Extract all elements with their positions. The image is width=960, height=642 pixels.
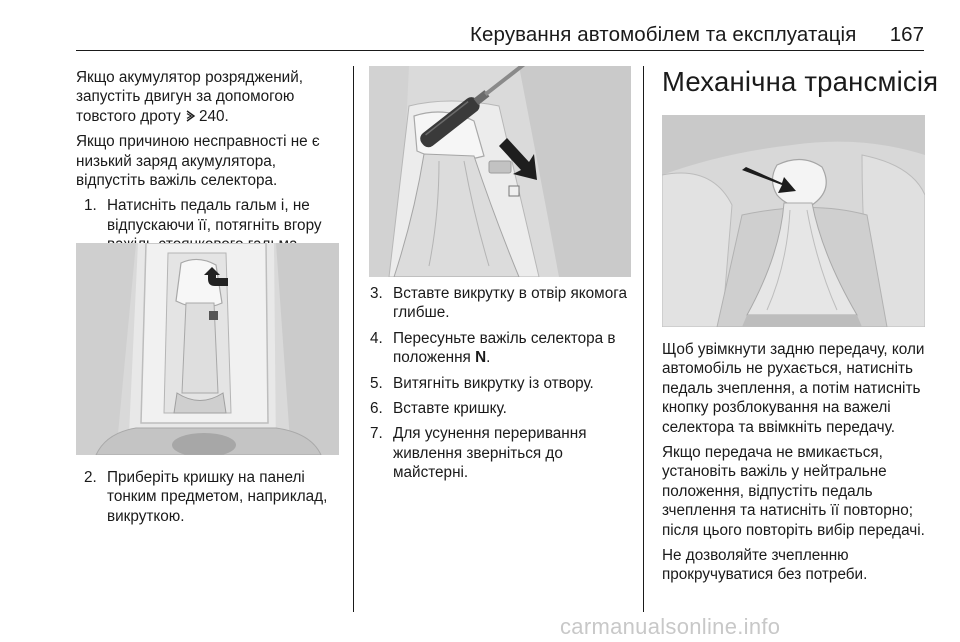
watermark: carmanualsonline.info — [560, 614, 781, 639]
figure-selector-lever — [76, 243, 339, 455]
step-number: 3. — [370, 285, 383, 302]
list-item — [370, 374, 634, 393]
header-title: Керування автомобілем та експлуатація — [470, 23, 857, 46]
screwdriver-illustration — [369, 66, 631, 277]
step-number: 6. — [370, 400, 383, 418]
list-item — [370, 424, 634, 482]
column-1 — [76, 68, 342, 261]
step-text: Вставте кришку. — [393, 400, 507, 418]
paragraph: Щоб увімкнути задню передачу, коли автомобіль не рухається, натисніть педаль зчеплення, а потім натисніть кнопку розблокування на важелі селектора та ввімкніть передачу. — [662, 341, 925, 436]
paragraph — [76, 68, 342, 126]
paragraph: Якщо причиною несправності не є низький заряд акумулятора, відпустіть важіль селектора. — [76, 133, 320, 190]
list-item — [370, 284, 634, 323]
step-text: Витягніть викрутку із отвору. — [393, 374, 594, 392]
page-reference-link[interactable]: 240. — [198, 107, 229, 125]
figure-screwdriver-insertion — [369, 66, 631, 277]
step-text: Приберіть кришку на панелі тонким предметом, наприклад, викруткою. — [107, 469, 328, 525]
step-number: 2. — [84, 469, 97, 486]
paragraph: Якщо передача не вмикається, установіть важіль у нейтральне положення, відпустіть педаль зчеплення та натисніть її повторно; після цього повторіть вибір передачі. — [662, 444, 925, 539]
page-number: 167 — [889, 23, 924, 46]
page-header — [0, 0, 960, 56]
reference-arrow-icon — [185, 110, 196, 122]
column-divider — [643, 66, 644, 612]
step-text: Натисніть педаль гальм і, не відпускаючи її, потягніть вгору — [107, 197, 322, 234]
step-number: 4. — [370, 329, 383, 347]
step-list — [370, 284, 634, 483]
gear-position-label: N — [475, 349, 487, 367]
step-text: Вставте викрутку в отвір якомога глибше. — [393, 285, 627, 322]
list-item — [84, 468, 342, 526]
step-text-end: . — [486, 349, 491, 367]
header-rule — [76, 50, 924, 51]
column-1-continued — [76, 468, 342, 532]
step-text: Пересуньте важіль селектора в положення — [393, 329, 616, 367]
paragraph: Не дозволяйте зчепленню прокручуватися без потреби. — [662, 547, 868, 584]
step-list — [76, 468, 342, 526]
step-text: Для усунення переривання живлення зверніться до майстерні. — [393, 425, 587, 482]
list-item — [370, 329, 634, 368]
section-title: Механічна трансмісія — [662, 66, 939, 97]
figure-manual-gear-lever — [662, 115, 925, 327]
column-3 — [662, 340, 928, 591]
step-number: 5. — [370, 374, 383, 392]
selector-lever-illustration — [76, 243, 339, 455]
step-number: 7. — [370, 425, 383, 443]
column-divider — [353, 66, 354, 612]
column-2 — [370, 284, 634, 489]
manual-gear-lever-illustration — [662, 115, 925, 327]
paragraph-text: Якщо акумулятор розряджений, запустіть двигун за допомогою товстого дроту — [76, 69, 303, 125]
step-number: 1. — [84, 197, 97, 215]
list-item — [370, 399, 634, 418]
